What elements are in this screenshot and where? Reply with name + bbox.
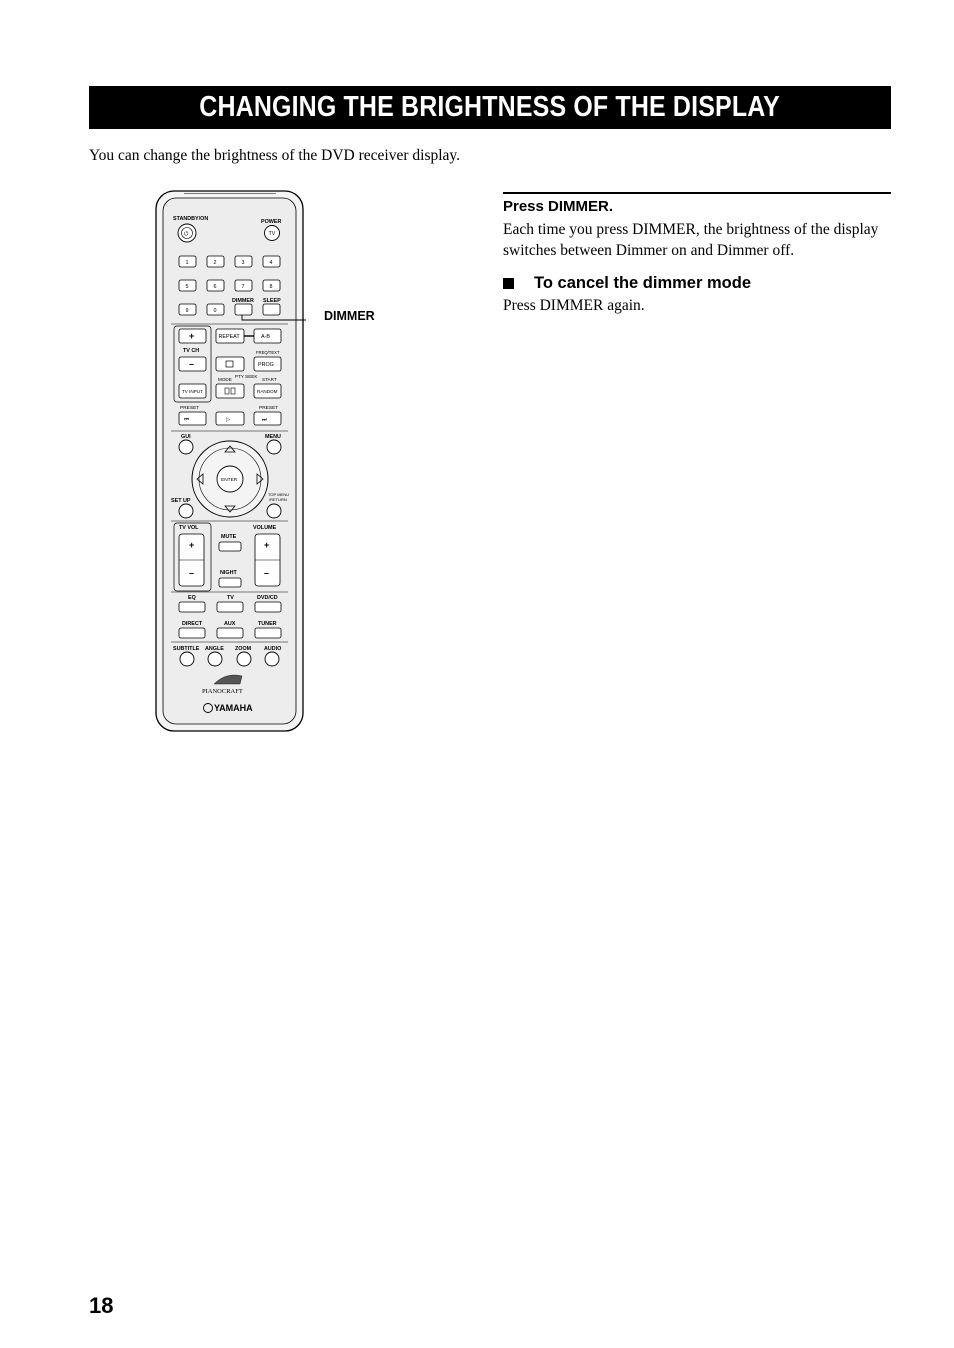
tv-power-label: TV: [268, 231, 276, 237]
dvd-cd-label: DVD/CD: [257, 595, 278, 601]
digit-label: 7: [241, 284, 245, 290]
preset-left-label: PRESET: [180, 406, 200, 411]
setup-button[interactable]: [179, 504, 193, 518]
zoom-label: ZOOM: [235, 646, 252, 652]
yamaha-label: YAMAHA: [214, 703, 253, 713]
tuner-label: TUNER: [258, 621, 277, 627]
direct-label: DIRECT: [182, 621, 203, 627]
tv-input-label: TV INPUT: [182, 389, 203, 394]
dvd-cd-button[interactable]: [255, 602, 281, 612]
step-body: Each time you press DIMMER, the brightness of the display switches between Dimmer on and Dimmer off.: [503, 221, 879, 259]
pty-seek-label: PTY SEEK: [235, 374, 258, 379]
menu-label: MENU: [265, 434, 281, 440]
eq-label: EQ: [188, 595, 196, 601]
subtitle-label: SUBTITLE: [173, 646, 200, 652]
preset-right-label: PRESET: [259, 406, 279, 411]
standby-label: STANDBY/ON: [173, 216, 209, 222]
dimmer-callout-label: DIMMER: [324, 309, 375, 323]
return-label: /RETURN: [269, 497, 287, 502]
digit-label: 4: [269, 260, 273, 266]
direct-button[interactable]: [179, 628, 205, 638]
eq-button[interactable]: [179, 602, 205, 612]
stop-button[interactable]: [216, 357, 244, 371]
setup-label: SET UP: [171, 498, 191, 504]
page-number: 18: [89, 1293, 114, 1318]
svg-text:+: +: [189, 331, 195, 341]
pianocraft-label: PIANOCRAFT: [202, 688, 243, 695]
night-label: NIGHT: [220, 570, 237, 576]
cancel-heading: To cancel the dimmer mode: [534, 274, 751, 292]
random-label: RANDOM: [257, 389, 278, 394]
angle-button[interactable]: [208, 652, 222, 666]
audio-button[interactable]: [265, 652, 279, 666]
digit-label: 0: [213, 308, 217, 314]
digit-label: 3: [241, 260, 245, 266]
prog-label: PROG: [258, 362, 274, 368]
digit-label: 6: [213, 284, 217, 290]
cancel-heading-row: [503, 274, 751, 293]
tv-label: TV: [227, 595, 234, 601]
svg-text:+: +: [264, 540, 270, 550]
repeat-label: REPEAT: [218, 334, 240, 340]
section-rule: [503, 192, 891, 194]
tv-ch-label: TV CH: [183, 348, 200, 354]
enter-label: ENTER: [221, 478, 238, 483]
tv-vol-label: TV VOL: [179, 525, 199, 531]
top-menu-button[interactable]: [267, 504, 281, 518]
angle-label: ANGLE: [205, 646, 224, 652]
svg-text:+: +: [189, 540, 195, 550]
svg-text:▷: ▷: [226, 417, 231, 423]
digit-label: 2: [213, 260, 217, 266]
square-bullet-icon: [503, 278, 514, 289]
aux-button[interactable]: [217, 628, 243, 638]
tv-input-select-button[interactable]: [217, 602, 243, 612]
step-title: Press DIMMER.: [503, 198, 614, 215]
dimmer-label: DIMMER: [232, 298, 254, 304]
top-menu-label: TOP MENU: [268, 492, 289, 497]
dimmer-button[interactable]: [235, 304, 252, 315]
audio-label: AUDIO: [264, 646, 282, 652]
menu-button[interactable]: [267, 440, 281, 454]
mode-label: MODE: [218, 377, 232, 382]
page-title-bar: [89, 86, 891, 129]
pause-button[interactable]: [216, 384, 244, 398]
aux-label: AUX: [224, 621, 236, 627]
digit-label: 1: [185, 260, 189, 266]
page-title: CHANGING THE BRIGHTNESS OF THE DISPLAY: [199, 91, 781, 123]
svg-text:–: –: [189, 359, 195, 369]
power-label: POWER: [261, 219, 282, 225]
digit-label: 5: [185, 284, 189, 290]
mute-label: MUTE: [221, 534, 237, 540]
sleep-label: SLEEP: [263, 298, 281, 304]
mute-button[interactable]: [219, 542, 241, 551]
svg-text:–: –: [264, 568, 270, 578]
svg-text:⏮: ⏮: [184, 417, 189, 423]
a-b-label: A-B: [261, 334, 270, 340]
start-label: START: [262, 377, 277, 382]
skip-forward-button[interactable]: [254, 412, 281, 425]
volume-label: VOLUME: [253, 525, 277, 531]
remote-control-illustration: [154, 190, 306, 733]
digit-label: 9: [185, 308, 189, 314]
tuner-button[interactable]: [255, 628, 281, 638]
svg-text:⏭: ⏭: [262, 417, 267, 423]
sleep-button[interactable]: [263, 304, 280, 315]
cancel-body: Press DIMMER again.: [503, 297, 645, 314]
gui-label: GUI: [181, 434, 191, 440]
svg-text:⏻: ⏻: [184, 231, 189, 238]
subtitle-button[interactable]: [180, 652, 194, 666]
svg-text:–: –: [189, 568, 195, 578]
freq-text-label: FREQ/TEXT: [256, 350, 280, 355]
zoom-button[interactable]: [237, 652, 251, 666]
digit-label: 8: [269, 284, 273, 290]
gui-button[interactable]: [179, 440, 193, 454]
intro-text: You can change the brightness of the DVD receiver display.: [89, 147, 461, 164]
night-button[interactable]: [219, 578, 241, 587]
